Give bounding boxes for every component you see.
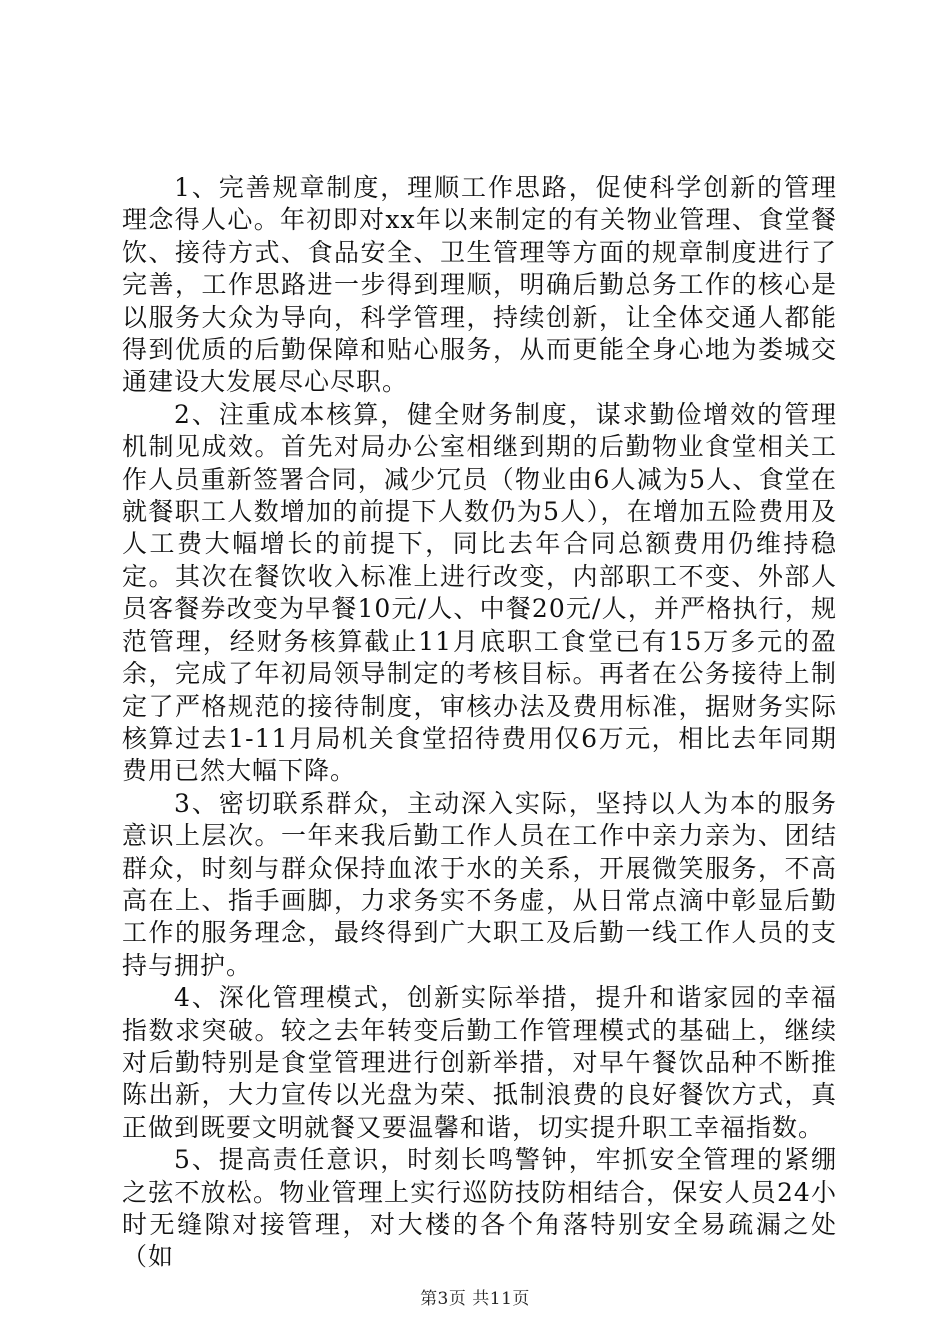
paragraph-2: 2、注重成本核算，健全财务制度，谋求勤俭增效的管理机制见成效。首先对局办公室相继到期的后勤物业食堂相关工作人员重新签署合同，减少冗员（物业由6人减为5人、食堂在就餐职工人数增加的前提下人数仍为5人），在增加五险费用及人工费大幅增长的前提下，同比去年合同总额费用仍维持稳定。其次在餐饮收入标准上进行改变，内部职工不变、外部人员客餐券改变为早餐10元/人、中餐20元/人，并严格执行，规范管理，经财务核算截止11月底职工食堂已有15万多元的盈余，完成了年初局领导制定的考核目标。再者在公务接待上制定了严格规范的接待制度，审核办法及费用标准，据财务实际核算过去1-11月局机关食堂招待费用仅6万元，相比去年同期费用已然大幅下降。 xyxy=(122,399,837,786)
page-number-footer: 第3页 共11页 xyxy=(420,1289,530,1309)
paragraph-3: 3、密切联系群众，主动深入实际，坚持以人为本的服务意识上层次。一年来我后勤工作人员在工作中亲力亲为、团结群众，时刻与群众保持血浓于水的关系，开展微笑服务，不高高在上、指手画脚，力求务实不务虚，从日常点滴中彰显后勤工作的服务理念，最终得到广大职工及后勤一线工作人员的支持与拥护。 xyxy=(122,788,837,980)
paragraph-1: 1、完善规章制度，理顺工作思路，促使科学创新的管理理念得人心。年初即对xx年以来制定的有关物业管理、食堂餐饮、接待方式、食品安全、卫生管理等方面的规章制度进行了完善，工作思路进一步得到理顺，明确后勤总务工作的核心是以服务大众为导向，科学管理，持续创新，让全体交通人都能得到优质的后勤保障和贴心服务，从而更能全身心地为娄城交通建设大发展尽心尽职。 xyxy=(122,173,837,397)
paragraph-4: 4、深化管理模式，创新实际举措，提升和谐家园的幸福指数求突破。较之去年转变后勤工作管理模式的基础上，继续对后勤特别是食堂管理进行创新举措，对早午餐饮品种不断推陈出新，大力宣传以光盘为荣、抵制浪费的良好餐饮方式，真正做到既要文明就餐又要温馨和谐，切实提升职工幸福指数。 xyxy=(122,983,837,1142)
paragraph-5: 5、提高责任意识，时刻长鸣警钟，牢抓安全管理的紧绷之弦不放松。物业管理上实行巡防技防相结合，保安人员24小时无缝隙对接管理，对大楼的各个角落特别安全易疏漏之处（如 xyxy=(122,1145,837,1272)
document-body xyxy=(122,172,837,1274)
